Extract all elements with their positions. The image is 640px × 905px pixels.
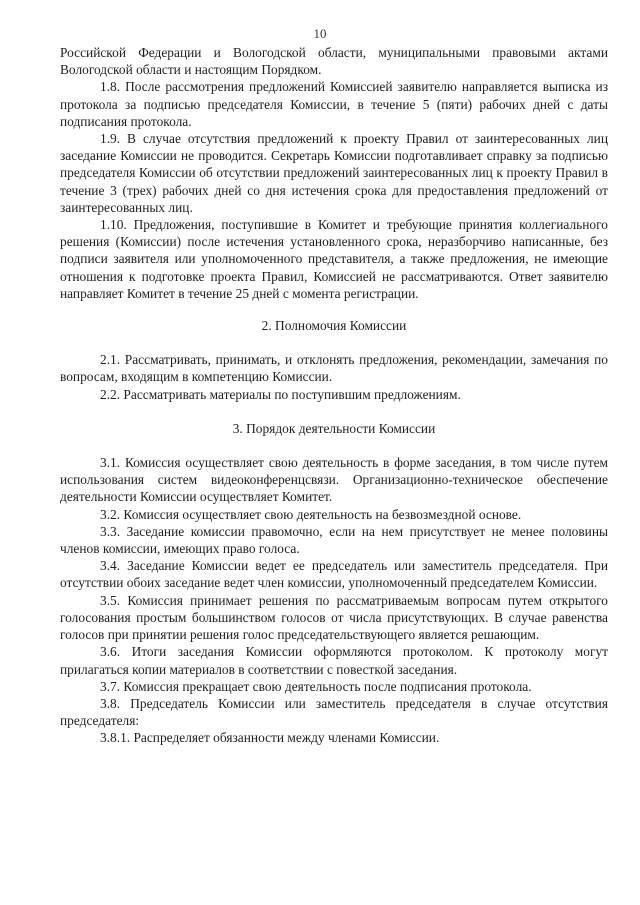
section-heading-2: 2. Полномочия Комиссии [261,318,407,334]
paragraph-2-1: 2.1. Рассматривать, принимать, и отклонять предложения, рекомендации, замечания по вопросам, входящим в компетенцию Комиссии. [60,352,608,385]
page-number: 10 [313,26,327,41]
paragraph-3-4: 3.4. Заседание Комиссии ведет ее председатель или заместитель председателя. При отсутствии обоих заседание ведет член комиссии, уполномоченный председателем Комиссии. [60,558,608,591]
paragraph-3-7: 3.7. Комиссия прекращает свою деятельность после подписания протокола. [100,678,532,694]
paragraph-3-8: 3.8. Председатель Комиссии или заместитель председателя в случае отсутствия председателя: [60,695,608,729]
paragraph-1-10: 1.10. Предложения, поступившие в Комитет и требующие принятия коллегиального решения (Комиссии) после истечения установленного срока, неразборчиво написанные, без подписи заявителя или уполномоченного представителя, а также предложения, не имеющие отношения к подготовке проекта Правил, Комиссией не рассматриваются. Ответ заявителю направляет Комитет в течение 25 дней с момента регистрации. [60,217,608,301]
document-body [60,44,608,747]
paragraph-3-6: 3.6. Итоги заседания Комиссии оформляются протоколом. К протоколу могут прилагаться копии материалов в соответствии с повесткой заседания. [60,644,608,677]
paragraph-3-2: 3.2. Комиссия осуществляет свою деятельность на безвозмездной основе. [100,506,522,522]
intro-paragraph: Российской Федерации и Вологодской области, муниципальными правовыми актами Вологодской области и настоящим Порядком. [60,45,608,78]
paragraph-3-1: 3.1. Комиссия осуществляет свою деятельность в форме заседания, в том числе путем использования систем видеоконференцсвязи. Организационно-техническое обеспечение деятельности Комиссии осуществляет Комитет. [60,455,608,505]
section-heading-3: 3. Порядок деятельности Комиссии [232,420,436,436]
paragraph-3-8-1: 3.8.1. Распределяет обязанности между членами Комиссии. [100,730,440,746]
paragraph-1-8: 1.8. После рассмотрения предложений Комиссией заявителю направляется выписка из протокола за подписью председателя Комиссии, в течение 5 (пяти) рабочих дней с даты подписания протокола. [60,79,608,129]
paragraph-3-3: 3.3. Заседание комиссии правомочно, если на нем присутствует не менее половины членов комиссии, имеющих право голоса. [60,523,608,557]
paragraph-1-9: 1.9. В случае отсутствия предложений к проекту Правил от заинтересованных лиц заседание Комиссии не проводится. Секретарь Комиссии подготавливает справку за подписью председателя Комиссии об отсутствии предложений заинтересованных лиц к проекту Правил в течение 3 (трех) рабочих дней со дня истечения срока для предоставления предложений от заинтересованных лиц. [60,131,608,215]
paragraph-2-2: 2.2. Рассматривать материалы по поступившим предложениям. [100,386,461,402]
paragraph-3-5: 3.5. Комиссия принимает решения по рассматриваемым вопросам путем открытого голосования простым большинством голосов от числа присутствующих. В случае равенства голосов при принятии решения голос председательствующего является решающим. [60,592,608,643]
